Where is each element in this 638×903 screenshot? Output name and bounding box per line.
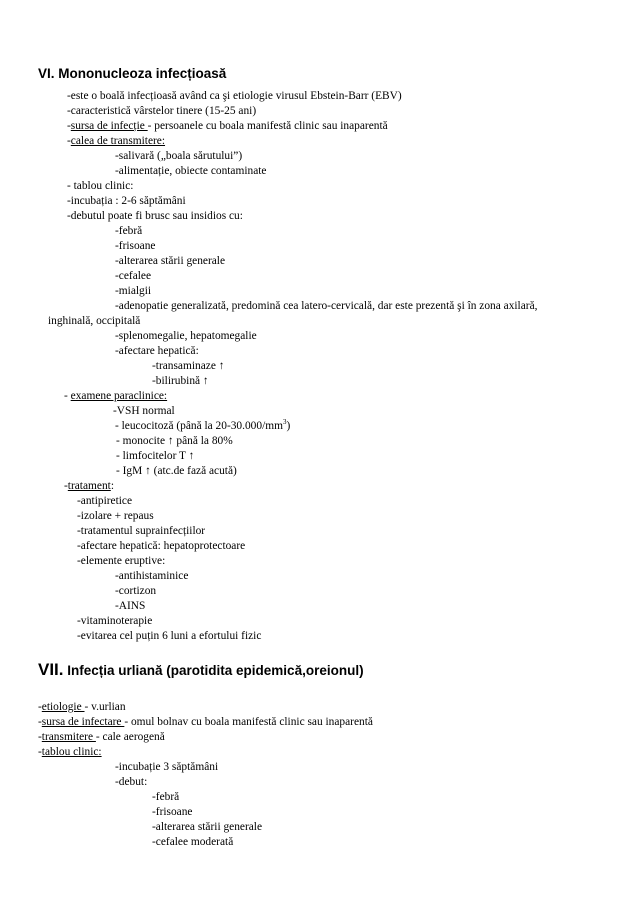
underlined-term: etiologie xyxy=(41,701,85,713)
text-span: - persoanele cu boala manifestă clinic sau inaparentă xyxy=(147,120,388,132)
text-span: - omul bolnav cu boala manifestă clinic sau inaparentă xyxy=(124,716,373,728)
text-span: - xyxy=(64,480,68,492)
text-line: -frisoane xyxy=(115,240,156,252)
text-span: - xyxy=(67,135,71,147)
text-span: - xyxy=(38,731,42,743)
text-line: -antihistaminice xyxy=(115,570,189,582)
text-line: inghinală, occipitală xyxy=(48,315,141,327)
text-line: -salivară („boala sărutului”) xyxy=(115,150,243,162)
text-line: -caracteristică vârstelor tinere (15-25 ani) xyxy=(67,105,257,117)
section-heading-mononucleoza: VI. Mononucleoza infecțioasă xyxy=(38,66,227,81)
text-line: -mialgii xyxy=(115,285,152,297)
section-number: VII. xyxy=(38,660,64,679)
text-line: -afectare hepatică: hepatoprotectoare xyxy=(77,540,246,552)
text-span: - xyxy=(38,701,42,713)
text-line: -incubația : 2-6 săptămâni xyxy=(67,195,186,207)
text-line: -AINS xyxy=(115,600,146,612)
text-line: -elemente eruptive: xyxy=(77,555,166,567)
text-line: -alimentație, obiecte contaminate xyxy=(115,165,267,177)
text-line xyxy=(38,730,165,744)
text-span: - cale aerogenă xyxy=(95,731,165,743)
text-line: -splenomegalie, hepatomegalie xyxy=(115,330,257,342)
underlined-term: sursa de infecție xyxy=(70,120,148,132)
text-span: - leucocitoză (până la 20-30.000/mm xyxy=(115,420,283,432)
text-span: - xyxy=(38,746,42,758)
text-line xyxy=(64,479,114,493)
text-line: -cefalee moderată xyxy=(152,836,234,848)
text-line: -febră xyxy=(115,225,143,237)
text-line: -cefalee xyxy=(115,270,152,282)
underlined-term: tablou clinic: xyxy=(41,746,102,758)
text-line: -transaminaze ↑ xyxy=(152,360,225,372)
text-line: -antipiretice xyxy=(77,495,133,507)
text-span: ) xyxy=(286,420,291,432)
text-line: -debut: xyxy=(115,776,148,788)
text-span: - v.urlian xyxy=(84,701,126,713)
text-line: - tablou clinic: xyxy=(67,180,134,192)
text-line xyxy=(38,745,102,759)
text-line: -tratamentul suprainfecțiilor xyxy=(77,525,206,537)
text-span: - xyxy=(38,716,42,728)
text-line: -bilirubină ↑ xyxy=(152,375,209,387)
text-line: -izolare + repaus xyxy=(77,510,154,522)
text-span: - xyxy=(67,120,71,132)
underlined-term: sursa de infectare xyxy=(41,716,125,728)
text-line: -VSH normal xyxy=(113,405,175,417)
text-line: -frisoane xyxy=(152,806,193,818)
text-line: -incubație 3 săptămâni xyxy=(115,761,219,773)
text-line: -cortizon xyxy=(115,585,157,597)
underlined-term: transmitere xyxy=(41,731,96,743)
underlined-term: tratament xyxy=(67,480,111,492)
text-line xyxy=(64,389,167,403)
text-line: -alterarea stării generale xyxy=(152,821,263,833)
text-span: - xyxy=(64,390,71,402)
text-line: -debutul poate fi brusc sau insidios cu: xyxy=(67,210,243,222)
text-line xyxy=(38,715,373,729)
text-line: -adenopatie generalizată, predomină cea latero-cervicală, dar este prezentă şi în zona axilară, xyxy=(115,300,538,312)
text-line: -febră xyxy=(152,791,180,803)
text-line: -alterarea stării generale xyxy=(115,255,226,267)
text-line: -este o boală infecțioasă având ca şi etiologie virusul Ebstein-Barr (EBV) xyxy=(67,90,402,102)
text-line: - IgM ↑ (atc.de fază acută) xyxy=(116,465,237,477)
superscript: 3 xyxy=(282,418,287,427)
text-line xyxy=(67,134,165,148)
text-line xyxy=(115,419,290,433)
section-title: Infecția urliană (parotidita epidemică,oreionul) xyxy=(63,663,364,678)
text-span: : xyxy=(110,480,114,492)
underlined-term: examene paraclinice: xyxy=(70,390,168,402)
underlined-term: calea de transmitere: xyxy=(70,135,166,147)
text-line xyxy=(67,119,388,133)
text-line: -evitarea cel puțin 6 luni a efortului fizic xyxy=(77,630,262,642)
section-heading-infectia-urliana xyxy=(38,660,364,680)
text-line: - monocite ↑ până la 80% xyxy=(116,435,233,447)
text-line: -afectare hepatică: xyxy=(115,345,199,357)
text-line: - limfocitelor T ↑ xyxy=(116,450,195,462)
text-line: -vitaminoterapie xyxy=(77,615,153,627)
text-line xyxy=(38,700,126,714)
